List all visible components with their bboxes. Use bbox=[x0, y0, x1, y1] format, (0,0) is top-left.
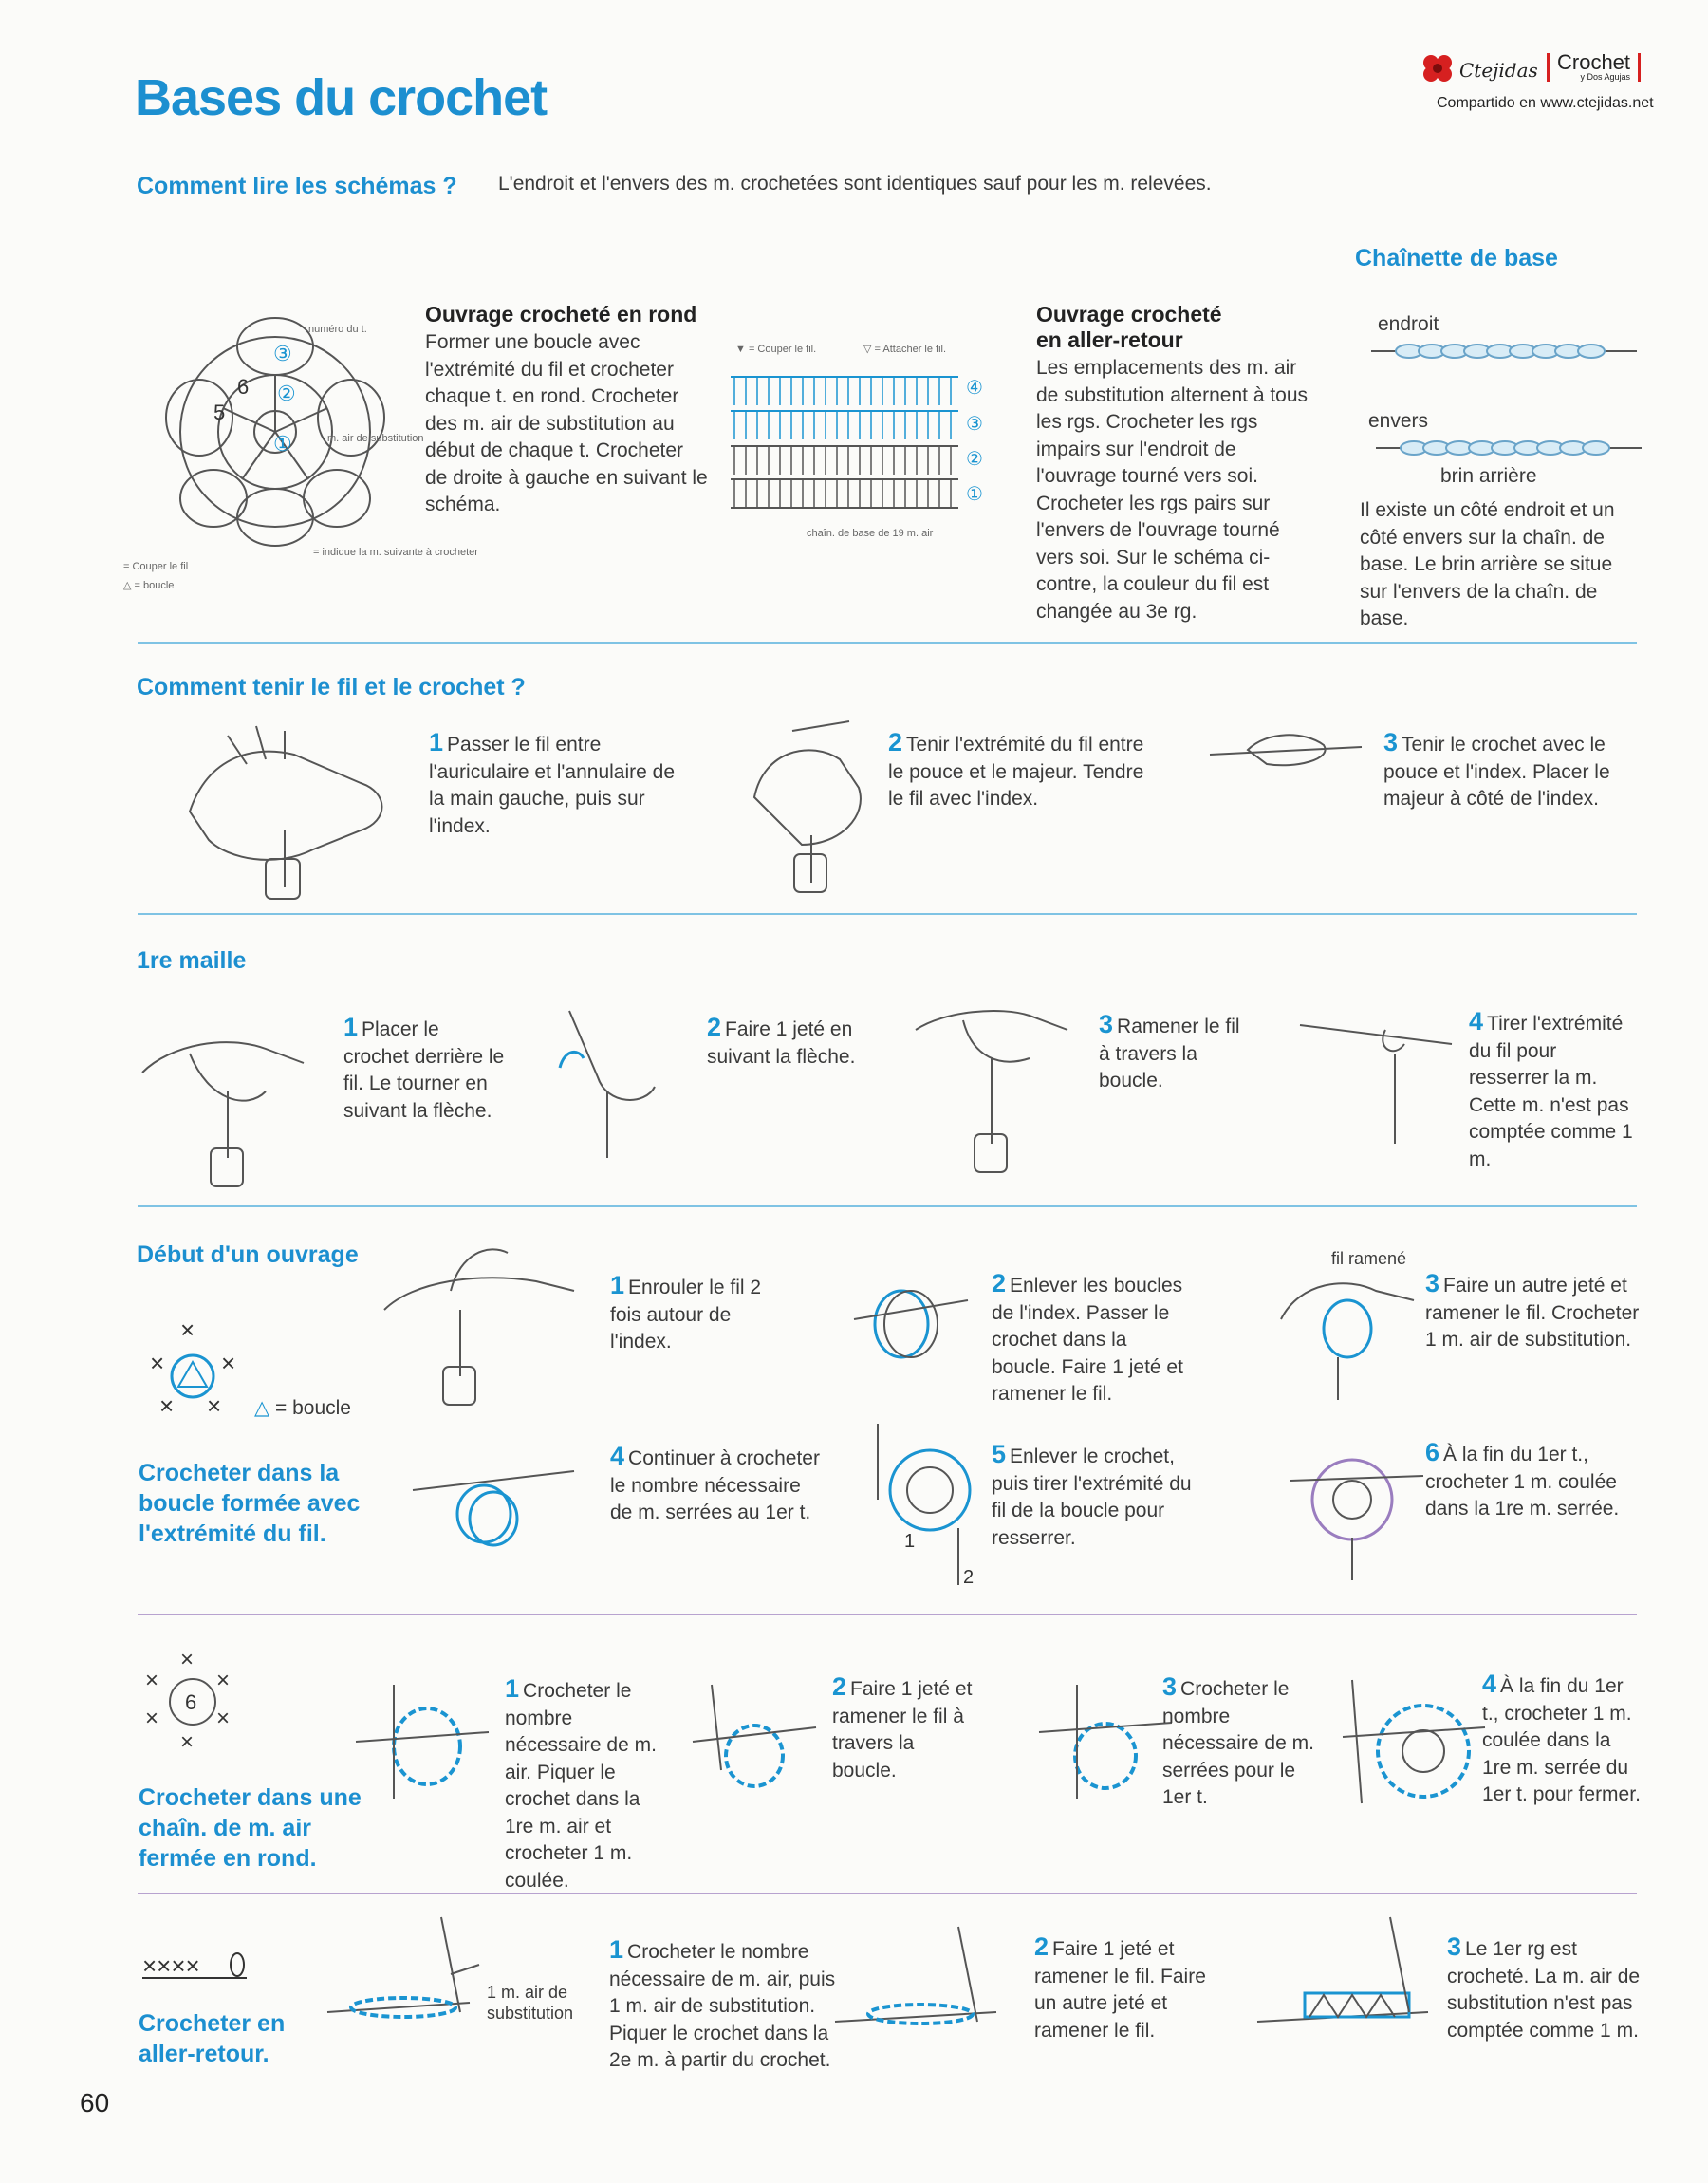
section-heading-tenir: Comment tenir le fil et le crochet ? bbox=[137, 674, 526, 700]
rond-block bbox=[425, 302, 710, 519]
ring-6: 6 bbox=[185, 1690, 197, 1714]
row-chart-icon bbox=[142, 1948, 247, 1986]
debut-num-4: 4 bbox=[610, 1442, 625, 1470]
boucle-legend bbox=[254, 1395, 351, 1423]
svg-text:×: × bbox=[180, 1315, 195, 1344]
row-step-2 bbox=[1034, 1933, 1224, 2044]
triangle-icon: △ bbox=[254, 1397, 275, 1419]
divider-2 bbox=[138, 913, 1637, 915]
flower-icon bbox=[1421, 53, 1456, 85]
debut-step-2 bbox=[992, 1270, 1196, 1409]
rond-text: Former une boucle avec l'extrémité du fil et crocheter chaque t. en rond. Crocheter des m. air de substitution au début de chaque t. Crocheter de droite à gauche en suivant le schéma. bbox=[425, 331, 708, 515]
page-title: Bases du crochet bbox=[135, 69, 548, 126]
maille-step-3 bbox=[1099, 1011, 1251, 1095]
svg-text:×: × bbox=[159, 1391, 175, 1420]
debut-num-2: 2 bbox=[992, 1269, 1007, 1297]
round-5: 5 bbox=[214, 401, 226, 424]
svg-text:×: × bbox=[145, 1668, 159, 1693]
debut-num-6: 6 bbox=[1425, 1438, 1440, 1466]
chain-round-sub: Crocheter dans une chaîn. de m. air fermée en rond. bbox=[139, 1784, 362, 1872]
ring-icon-4 bbox=[1333, 1670, 1497, 1813]
step-hand-icon-3 bbox=[906, 992, 1077, 1172]
label-couper2: ▼ = Couper le fil. bbox=[735, 344, 817, 355]
tenir-num-3: 3 bbox=[1383, 728, 1399, 756]
debut-text-1: Enrouler le fil 2 fois autour de l'index. bbox=[610, 1277, 762, 1353]
debut-icon-5 bbox=[849, 1424, 1011, 1595]
svg-text:×: × bbox=[207, 1391, 222, 1420]
chain-endroit-diagram bbox=[1371, 332, 1637, 370]
row-num-3: 3 bbox=[1447, 1932, 1462, 1961]
hook-hold-icon bbox=[1191, 726, 1381, 783]
divider-1 bbox=[138, 642, 1637, 644]
ring-num-3: 3 bbox=[1162, 1672, 1178, 1701]
ar-text: Les emplacements des m. air de substitution alternent à tous les rgs. Crocheter les rgs impairs sur l'endroit de l'ouvrage tourné vers soi. Crocheter les rgs pairs sur l'envers de l'ouvrage tourné vers soi. Sur le schéma ci-contre, la couleur du fil est changée au 3e rg. bbox=[1036, 357, 1309, 623]
ring-step-1 bbox=[505, 1675, 661, 1894]
divider-3 bbox=[138, 1205, 1637, 1207]
chain-link bbox=[1578, 345, 1605, 358]
step-hand-icon-1 bbox=[133, 1006, 323, 1186]
debut-text-2: Enlever les boucles de l'index. Passer le crochet dans la boucle. Faire 1 jeté et ramener le fil. bbox=[992, 1275, 1183, 1405]
row-step-3 bbox=[1447, 1933, 1651, 2044]
rond-title: Ouvrage crocheté en rond bbox=[425, 302, 697, 327]
maille-text-2: Faire 1 jeté en suivant la flèche. bbox=[707, 1018, 856, 1068]
row-text-3: Le 1er rg est crocheté. La m. air de substitution n'est pas comptée comme 1 m. bbox=[1447, 1938, 1641, 2042]
svg-text:×: × bbox=[150, 1349, 165, 1377]
shared-link[interactable]: Compartido en www.ctejidas.net bbox=[1437, 95, 1654, 111]
ring-icon-3 bbox=[1030, 1675, 1181, 1808]
logo-script: Ctejidas bbox=[1459, 59, 1538, 82]
tenir-step-1 bbox=[429, 729, 685, 840]
svg-text:×: × bbox=[145, 1706, 159, 1731]
debut-icon-3 bbox=[1272, 1262, 1423, 1405]
debut-text-4: Continuer à crocheter le nombre nécessaire de m. serrées au 1er t. bbox=[610, 1447, 820, 1523]
ring-num-1: 1 bbox=[505, 1674, 520, 1703]
row-icon-3 bbox=[1257, 1917, 1447, 2041]
circ2: ② bbox=[277, 382, 296, 405]
svg-text:×: × bbox=[216, 1668, 231, 1693]
maille-step-4 bbox=[1469, 1008, 1635, 1173]
debut-text-6: À la fin du 1er t., crocheter 1 m. coulée dans la 1re m. serrée. bbox=[1425, 1444, 1620, 1520]
chain-endroit: endroit bbox=[1378, 313, 1439, 335]
ring-num-4: 4 bbox=[1482, 1670, 1497, 1698]
svg-text:×: × bbox=[221, 1349, 236, 1377]
debut-step-6 bbox=[1425, 1439, 1643, 1523]
maille-step-1 bbox=[343, 1014, 510, 1125]
section-intro: L'endroit et l'envers des m. crochetées sont identiques sauf pour les m. relevées. bbox=[498, 173, 1212, 195]
row-num-1: 1 bbox=[609, 1935, 624, 1964]
ring-step-3 bbox=[1162, 1673, 1319, 1812]
round-6: 6 bbox=[237, 375, 250, 399]
ring-chart-diagram bbox=[140, 1315, 254, 1428]
row-text-2: Faire 1 jeté et ramener le fil. Faire un autre jeté et ramener le fil. bbox=[1034, 1938, 1206, 2042]
row2: ② bbox=[966, 449, 983, 470]
maille-text-4: Tirer l'extrémité du fil pour resserrer la m. Cette m. n'est pas comptée comme 1 m. bbox=[1469, 1013, 1633, 1170]
debut-num-3: 3 bbox=[1425, 1269, 1440, 1297]
step-hook-icon-4 bbox=[1300, 1011, 1461, 1153]
svg-text:×: × bbox=[180, 1647, 195, 1672]
maille-text-1: Placer le crochet derrière le fil. Le tourner en suivant la flèche. bbox=[343, 1018, 505, 1122]
svg-text:×: × bbox=[180, 1729, 195, 1755]
label-chain19: chaîn. de base de 19 m. air bbox=[807, 528, 934, 539]
chain-brin: brin arrière bbox=[1440, 465, 1537, 487]
chain-text: Il existe un côté endroit et un côté envers sur la chaîn. de base. Le brin arrière se situe sur l'envers de la chaîn. de base. bbox=[1360, 499, 1615, 629]
row3: ③ bbox=[966, 414, 983, 435]
svg-text:×: × bbox=[216, 1706, 231, 1731]
svg-text:××××: ×××× bbox=[142, 1951, 200, 1980]
debut-text-5: Enlever le crochet, puis tirer l'extrémité du fil de la boucle pour resserrer. bbox=[992, 1446, 1192, 1549]
row4: ④ bbox=[966, 378, 983, 399]
row-icon-1 bbox=[327, 1917, 489, 2031]
ring-text-2: Faire 1 jeté et ramener le fil à travers la boucle. bbox=[832, 1678, 973, 1782]
debut-step-5 bbox=[992, 1441, 1205, 1552]
logo-word-text: Crochet bbox=[1557, 50, 1631, 74]
maille-text-3: Ramener le fil à travers la boucle. bbox=[1099, 1016, 1240, 1092]
pull-2: 2 bbox=[963, 1567, 975, 1588]
ring-step-4 bbox=[1482, 1670, 1643, 1809]
debut-icon-6 bbox=[1272, 1424, 1433, 1585]
chain-envers-diagram bbox=[1376, 429, 1642, 467]
ring-icon-2 bbox=[683, 1675, 826, 1808]
logo-word bbox=[1547, 50, 1641, 82]
pull-1: 1 bbox=[904, 1531, 916, 1552]
tenir-step-2 bbox=[888, 729, 1144, 813]
ar-title2: en aller-retour bbox=[1036, 327, 1183, 352]
tenir-text-2: Tenir l'extrémité du fil entre le pouce et le majeur. Tendre le fil avec l'index. bbox=[888, 734, 1144, 810]
label-boucle: △ = boucle bbox=[123, 580, 175, 591]
debut-icon-2 bbox=[835, 1253, 977, 1395]
ring-chain-chart bbox=[140, 1647, 245, 1755]
row-text-1: Crocheter le nombre nécessaire de m. air, puis 1 m. air de substitution. Piquer le crochet dans la 2e m. à partir du crochet. bbox=[609, 1941, 836, 2071]
divider-5 bbox=[138, 1893, 1637, 1894]
row1: ① bbox=[966, 484, 983, 505]
label-numero: numéro du t. bbox=[308, 324, 367, 335]
ring-num-2: 2 bbox=[832, 1672, 847, 1701]
label-couper: = Couper le fil bbox=[123, 561, 189, 572]
ring-text-1: Crocheter le nombre nécessaire de m. air. Piquer le crochet dans la 1re m. air et crocheter 1 m. coulée. bbox=[505, 1680, 657, 1892]
debut-step-4 bbox=[610, 1443, 824, 1527]
maille-step-2 bbox=[707, 1014, 897, 1071]
ring-text-3: Crocheter le nombre nécessaire de m. serrées pour le 1er t. bbox=[1162, 1678, 1314, 1808]
chain-heading: Chaînette de base bbox=[1355, 245, 1558, 271]
debut-icon-1 bbox=[375, 1234, 584, 1405]
logo-sub: y Dos Agujas bbox=[1580, 72, 1631, 82]
debut-num-1: 1 bbox=[610, 1271, 625, 1299]
fil-ramene-label: fil ramené bbox=[1331, 1249, 1407, 1268]
label-attacher: ▽ = Attacher le fil. bbox=[863, 344, 947, 355]
maille-num-2: 2 bbox=[707, 1013, 722, 1041]
tenir-text-3: Tenir le crochet avec le pouce et l'index. Placer le majeur à côté de l'index. bbox=[1383, 734, 1610, 810]
label-indique: = indique la m. suivante à crocheter bbox=[313, 547, 478, 558]
boucle-text: = boucle bbox=[274, 1397, 351, 1419]
tenir-num-2: 2 bbox=[888, 728, 903, 756]
ar-title1: Ouvrage crocheté bbox=[1036, 302, 1222, 327]
section-heading-schemas: Comment lire les schémas ? bbox=[137, 173, 457, 199]
debut-sub: Crocheter dans la boucle formée avec l'extrémité du fil. bbox=[139, 1460, 361, 1547]
chain-link bbox=[1583, 441, 1609, 455]
row-step-1 bbox=[609, 1936, 846, 2075]
tenir-num-1: 1 bbox=[429, 728, 444, 756]
row-icon-2 bbox=[835, 1927, 1006, 2041]
mair-label: 1 m. air de substitution bbox=[487, 1983, 574, 2023]
maille-num-4: 4 bbox=[1469, 1007, 1484, 1036]
chain-envers: envers bbox=[1368, 410, 1429, 432]
circ1: ① bbox=[273, 432, 292, 456]
step-hook-icon-2 bbox=[550, 1001, 674, 1163]
ring-text-4: À la fin du 1er t., crocheter 1 m. coulée dans la 1re m. serrée du 1er t. pour fermer. bbox=[1482, 1675, 1641, 1805]
debut-step-3 bbox=[1425, 1270, 1643, 1354]
debut-step-1 bbox=[610, 1272, 762, 1356]
ar-block bbox=[1036, 302, 1321, 625]
hand-yarn-icon bbox=[171, 717, 399, 906]
divider-4 bbox=[138, 1614, 1637, 1615]
debut-num-5: 5 bbox=[992, 1440, 1007, 1468]
row-num-2: 2 bbox=[1034, 1932, 1049, 1961]
section-heading-maille: 1re maille bbox=[137, 947, 247, 974]
section-heading-debut: Début d'un ouvrage bbox=[137, 1241, 359, 1268]
aller-retour-sub: Crocheter en aller-retour. bbox=[139, 2010, 286, 2067]
tenir-step-3 bbox=[1383, 729, 1644, 813]
ring-step-2 bbox=[832, 1673, 975, 1784]
rows-chart-diagram bbox=[721, 337, 996, 555]
debut-text-3: Faire un autre jeté et ramener le fil. Crocheter 1 m. air de substitution. bbox=[1425, 1275, 1640, 1351]
maille-num-1: 1 bbox=[343, 1013, 359, 1041]
maille-num-3: 3 bbox=[1099, 1010, 1114, 1038]
circ3: ③ bbox=[273, 342, 292, 365]
page-number: 60 bbox=[80, 2088, 110, 2118]
ring-icon-1 bbox=[346, 1675, 498, 1808]
hand-hold-icon bbox=[735, 712, 887, 892]
tenir-text-1: Passer le fil entre l'auriculaire et l'annulaire de la main gauche, puis sur l'index. bbox=[429, 734, 676, 837]
debut-icon-4 bbox=[413, 1443, 584, 1566]
label-mair: m. air de substitution bbox=[327, 433, 424, 444]
